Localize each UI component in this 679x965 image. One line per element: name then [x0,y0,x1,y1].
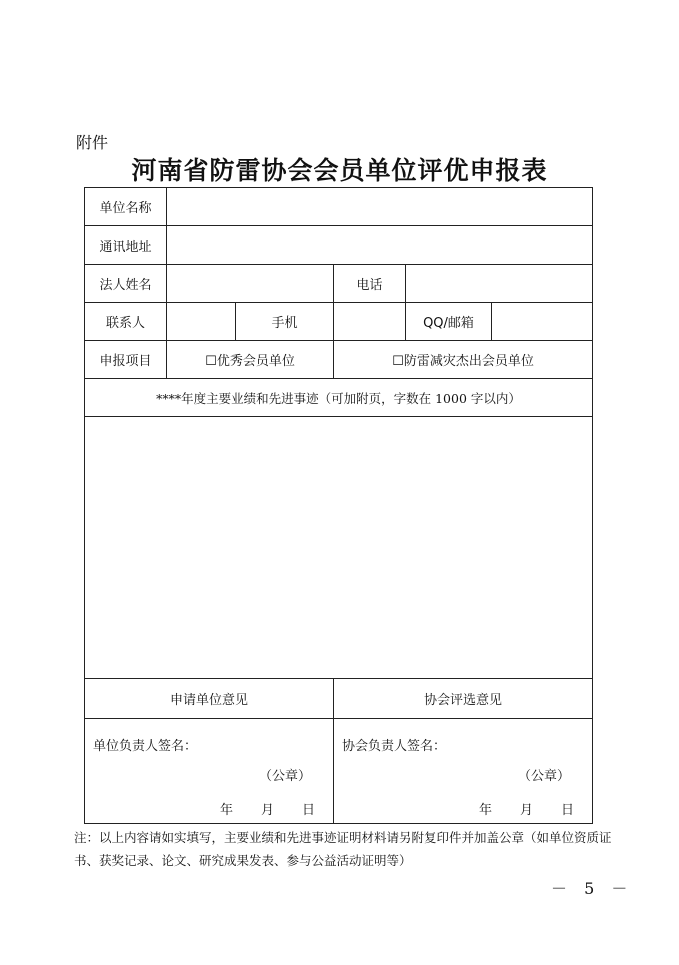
attachment-label: 附件 [76,133,109,152]
address-field[interactable] [167,226,593,265]
association-sign-label: 协会负责人签名： [342,739,447,754]
footnote: 注：以上内容请如实填写，主要业绩和先进事迹证明材料请另附复印件并加盖公章（如单位资质证书、获奖记录、论文、研究成果发表、参与公益活动证明等） [74,830,612,868]
address-label: 通讯地址 [85,226,167,265]
association-seal-label: （公章） [518,769,571,784]
applicant-seal-label: （公章） [258,769,311,784]
unit-name-field[interactable] [167,188,593,226]
applicant-sign-label: 单位负责人签名： [93,739,198,754]
association-opinion-header: 协会评选意见 [334,679,593,719]
date-day: 日 [301,803,315,818]
unit-name-label: 单位名称 [85,188,167,226]
phone-label: 电话 [334,265,406,303]
mobile-label: 手机 [236,303,334,341]
date-year: 年 [219,803,233,818]
date-month: 月 [260,803,274,818]
association-date [461,799,574,818]
date-year: 年 [478,803,492,818]
phone-field[interactable] [406,265,593,303]
legal-person-field[interactable] [167,265,334,303]
applicant-opinion-header: 申请单位意见 [85,679,334,719]
declare-item-label: 申报项目 [85,341,167,379]
date-day: 日 [561,803,575,818]
form-title: 河南省防雷协会会员单位评优申报表 [131,156,548,185]
association-opinion-field[interactable] [334,719,593,824]
contact-label: 联系人 [85,303,167,341]
option-outstanding-member-checkbox[interactable]: ☐防雷减灾杰出会员单位 [334,341,593,379]
date-month: 月 [519,803,533,818]
legal-person-label: 法人姓名 [85,265,167,303]
option-excellent-member-checkbox[interactable]: ☐优秀会员单位 [167,341,334,379]
qq-email-label: QQ/邮箱 [406,303,492,341]
application-form-table [84,187,593,824]
achievements-field[interactable] [85,417,593,679]
page-number: － 5 － [551,879,634,898]
applicant-opinion-field[interactable] [85,719,334,824]
mobile-field[interactable] [334,303,406,341]
contact-field[interactable] [167,303,236,341]
qq-email-field[interactable] [492,303,593,341]
achievements-header: ****年度主要业绩和先进事迹（可加附页，字数在 1000 字以内） [85,379,593,417]
applicant-date [202,799,315,818]
